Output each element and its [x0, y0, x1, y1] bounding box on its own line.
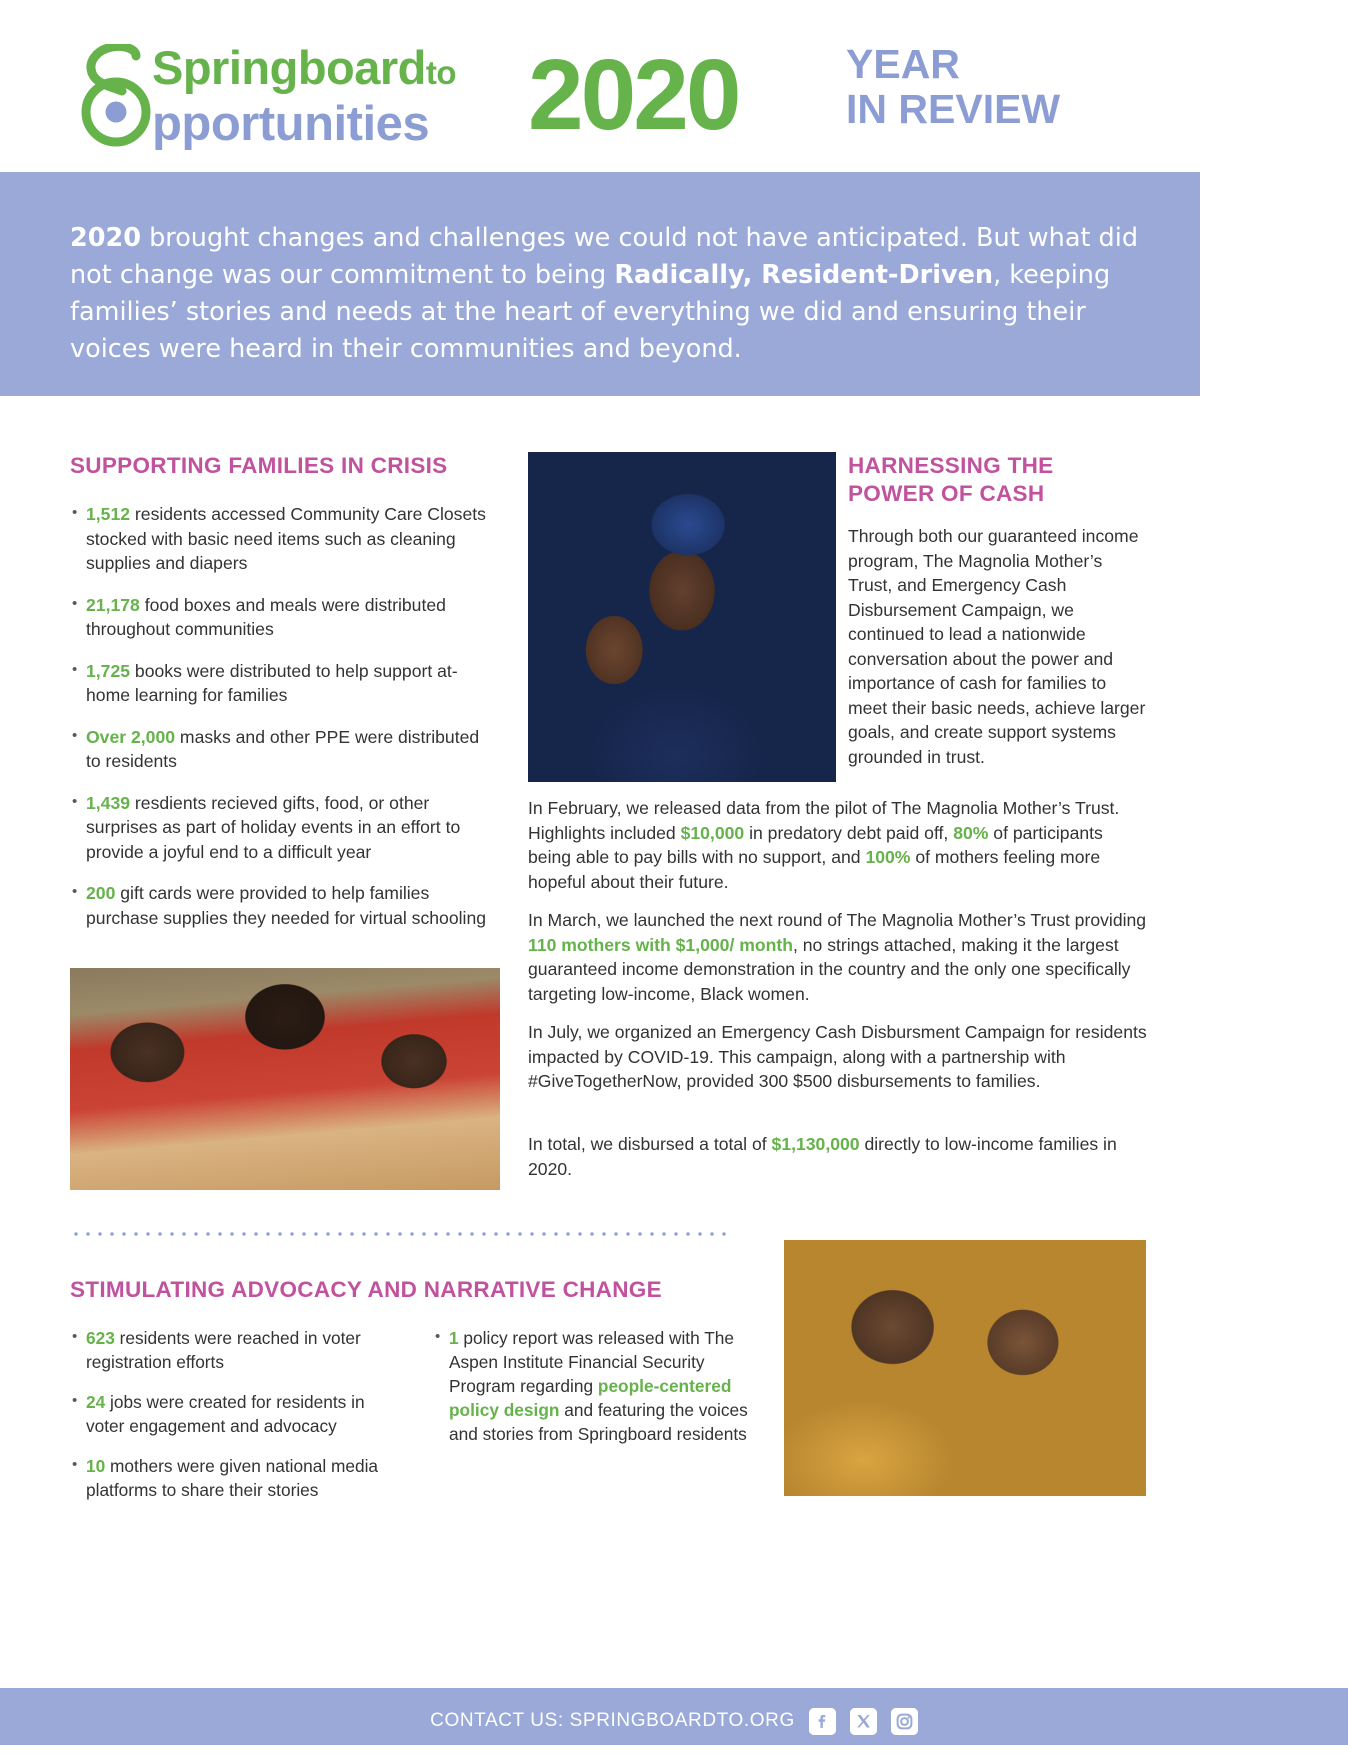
bullet-figure: 623: [86, 1328, 115, 1348]
bullet-text: food boxes and meals were distributed throughout communities: [86, 594, 446, 639]
list-item: [70, 502, 490, 576]
x-twitter-icon[interactable]: [850, 1708, 877, 1735]
bullet-figure: 21,178: [86, 594, 140, 615]
banner-text-part1: brought changes and challenges we could not have anticipated. But what did not change was our commitment to being: [70, 223, 1139, 290]
list-item: [70, 725, 490, 774]
paragraph-july: In July, we organized an Emergency Cash Disbursment Campaign for residents impacted by COVID-19. This campaign, along with a partnership with #GiveTogetherNow, provided 300 $500 disbursements to families.: [528, 1022, 1147, 1091]
bullet-text: residents were reached in voter registration efforts: [86, 1328, 361, 1372]
bullet-highlight-policy-design: people-centered policy design: [449, 1376, 732, 1420]
feb-highlight-80pct: 80%: [953, 822, 989, 843]
bullet-figure: 24: [86, 1392, 106, 1412]
bullet-text: masks and other PPE were distributed to residents: [86, 726, 480, 771]
logo-line-springboard: Springboardto: [152, 41, 457, 94]
bullet-text: jobs were created for residents in voter engagement and advocacy: [86, 1392, 365, 1436]
bullet-figure: 1,512: [86, 504, 131, 524]
bullet-figure: 1,725: [86, 660, 131, 681]
facebook-icon[interactable]: [809, 1708, 836, 1735]
mar-text-1: In March, we launched the next round of The Magnolia Mother’s Trust providing: [528, 910, 1147, 930]
bullet-text-2: and featuring the voices and stories from Springboard residents: [449, 1400, 748, 1444]
feb-highlight-10000: $10,000: [680, 822, 745, 843]
logo-to: to: [425, 54, 457, 91]
harnessing-cash-section: [848, 452, 1148, 769]
supporting-families-section: [70, 452, 490, 947]
page-header: [0, 0, 1348, 172]
logo-line-opportunities: pportunities: [152, 97, 430, 151]
paragraph-total: [528, 1132, 1148, 1181]
supporting-families-bullets: [70, 502, 490, 930]
bullet-text: books were distributed to help support at-home learning for families: [86, 660, 458, 705]
bullet-figure: 1: [449, 1328, 459, 1348]
list-item: [70, 659, 490, 708]
cash-intro-paragraph: Through both our guaranteed income program, The Magnolia Mother’s Trust, and Emergency Cash Disbursement Campaign, we continued to lead a nationwide conversation about the power and importance of cash for families to meet their basic needs, achieve larger goals, and create support systems grounded in trust.: [848, 526, 1146, 767]
photo-family-reading: [70, 968, 500, 1190]
list-item: [70, 1390, 407, 1438]
banner-text-part2: , keeping families’ stories and needs at the heart of everything we did and ensuring their voices were heard in their communities and beyond.: [70, 260, 1111, 364]
harnessing-cash-heading: [848, 452, 1148, 508]
bullet-figure: 1,439: [86, 792, 131, 813]
logo-wordmark: [152, 42, 456, 151]
bullet-text-1: policy report was released with The Aspen Institute Financial Security Program regarding: [449, 1328, 734, 1396]
bullet-text: residents accessed Community Care Closets stocked with basic need items such as cleaning supplies and diapers: [86, 504, 486, 573]
feb-highlight-100pct: 100%: [865, 847, 911, 867]
feb-text-2: in predatory debt paid off,: [744, 822, 954, 843]
advocacy-section: [70, 1276, 770, 1518]
contact-text: CONTACT US: SPRINGBOARDTO.ORG: [430, 1710, 795, 1731]
list-item: [70, 1454, 407, 1502]
banner-lead-year: 2020: [70, 223, 141, 253]
page-title-year: 2020: [528, 39, 739, 151]
mar-highlight-110-mothers: 110 mothers with $1,000/ month: [528, 934, 793, 955]
bullet-figure: 200: [86, 883, 116, 903]
paragraph-march: [528, 908, 1148, 1006]
feb-text-4: of mothers feeling more hopeful about their future.: [528, 847, 1101, 892]
paragraph-february: [528, 796, 1148, 894]
springboard-logo: [74, 42, 504, 152]
total-highlight-amount: $1,130,000: [771, 1134, 860, 1154]
list-item: [70, 1326, 407, 1374]
list-item: [70, 791, 490, 865]
report-title: [528, 36, 1228, 156]
advocacy-left-column: [70, 1326, 407, 1518]
bullet-text: resdients recieved gifts, food, or other surprises as part of holiday events in an effort to provide a joyful end to a difficult year: [86, 792, 461, 862]
feb-text-3: of participants being able to pay bills with no support, and: [528, 822, 1103, 867]
list-item: [70, 881, 490, 930]
total-text-1: In total, we disbursed a total of: [528, 1134, 772, 1154]
advocacy-right-column: [433, 1326, 770, 1518]
feb-text-1: In February, we released data from the pilot of The Magnolia Mother’s Trust. Highlights included: [528, 798, 1120, 843]
bottom-white-strip: [0, 1745, 1348, 1754]
list-item: [70, 593, 490, 642]
instagram-icon[interactable]: [891, 1708, 918, 1735]
advocacy-heading: STIMULATING ADVOCACY AND NARRATIVE CHANGE: [70, 1277, 662, 1302]
bullet-text: gift cards were provided to help families purchase supplies they needed for virtual schooling: [86, 883, 487, 928]
title-inreview-word: IN REVIEW: [846, 86, 1061, 132]
photo-mother-daughter: [528, 452, 836, 782]
bullet-figure: 10: [86, 1456, 106, 1476]
heading-line-1: HARNESSING THE: [848, 453, 1054, 478]
page-title-subtitle: [846, 42, 1060, 132]
heading-line-2: POWER OF CASH: [848, 481, 1045, 506]
banner-bold-phrase: Radically, Resident-Driven: [614, 260, 994, 290]
title-year-word: YEAR: [846, 41, 960, 87]
total-text-2: directly to low-income families in 2020.: [528, 1134, 1117, 1179]
list-item: [433, 1326, 770, 1446]
dotted-divider: [70, 1232, 730, 1236]
advocacy-columns: [70, 1326, 770, 1518]
supporting-families-heading: SUPPORTING FAMILIES IN CRISIS: [70, 453, 448, 478]
bullet-figure: Over 2,000: [86, 726, 176, 747]
bullet-text: mothers were given national media platforms to share their stories: [86, 1456, 379, 1500]
photo-elder-couple: [784, 1240, 1146, 1496]
intro-banner-text: [70, 220, 1140, 368]
mar-text-2: , no strings attached, making it the largest guaranteed income demonstration in the country and the only one specifically targeting low-income, Black women.: [528, 934, 1131, 1004]
intro-banner: [0, 172, 1200, 396]
